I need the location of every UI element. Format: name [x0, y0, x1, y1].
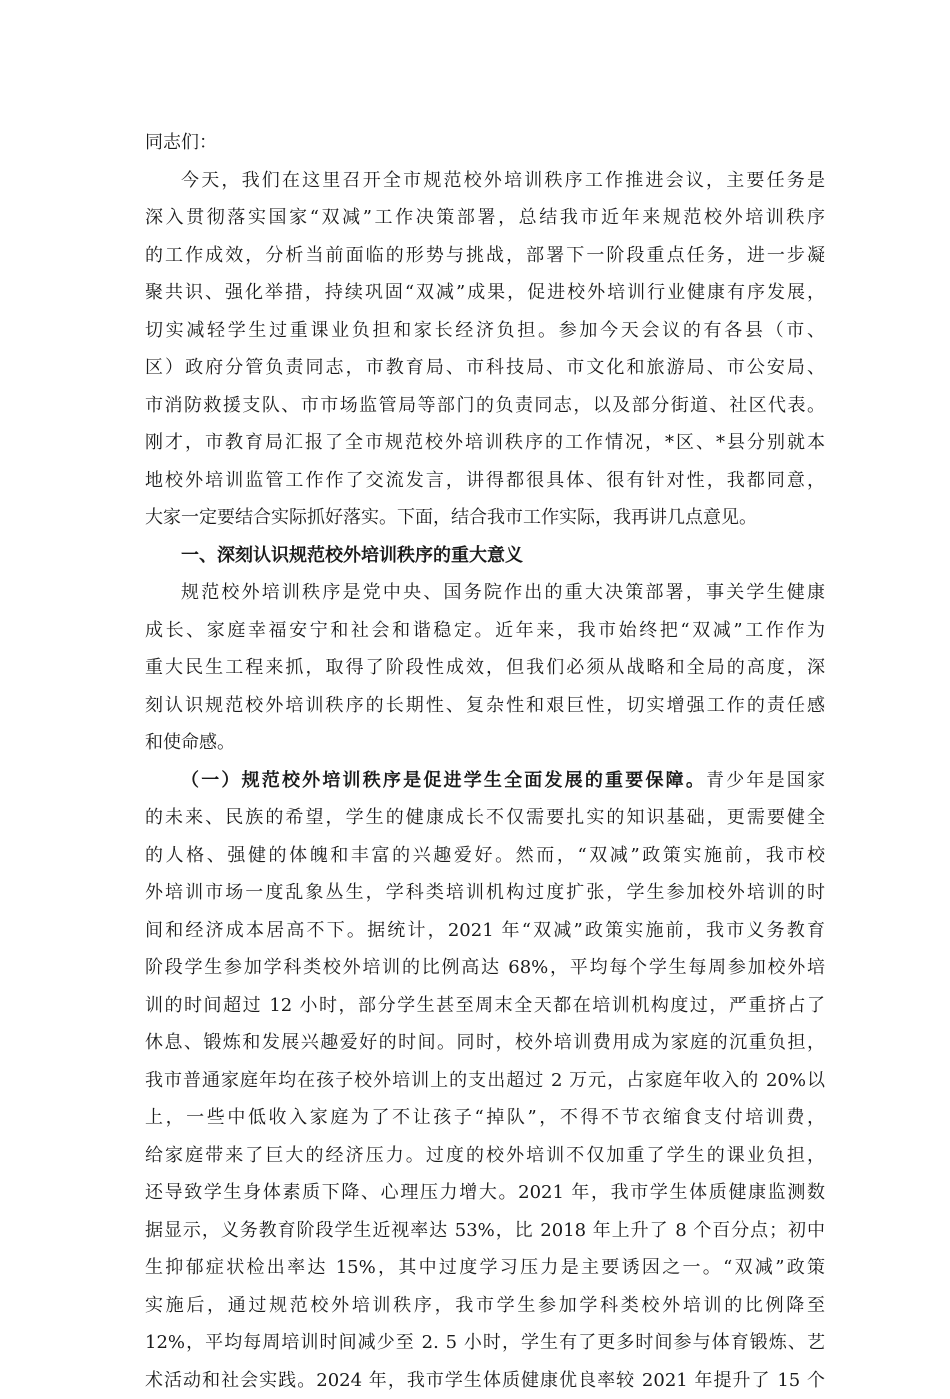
- paragraph-line: 给家庭带来了巨大的经济压力。过度的校外培训不仅加重了学生的课业负担，: [145, 1137, 825, 1175]
- subsection-title: （一）规范校外培训秩序是促进学生全面发展的重要保障。: [181, 770, 706, 791]
- salutation: 同志们：: [145, 124, 825, 162]
- paragraph-line: 训的时间超过 12 小时，部分学生甚至周末全天都在培训机构度过，严重挤占了: [145, 987, 825, 1025]
- paragraph-line: 的未来、民族的希望，学生的健康成长不仅需要扎实的知识基础，更需要健全: [145, 799, 825, 837]
- paragraph-line: 休息、锻炼和发展兴趣爱好的时间。同时，校外培训费用成为家庭的沉重负担，: [145, 1024, 825, 1062]
- document-page: [145, 124, 825, 1399]
- paragraph-line: 规范校外培训秩序是党中央、国务院作出的重大决策部署，事关学生健康: [145, 574, 825, 612]
- subsection-first-text: 青少年是国家: [706, 770, 825, 791]
- paragraph-line: 今天，我们在这里召开全市规范校外培训秩序工作推进会议，主要任务是: [145, 162, 825, 200]
- paragraph-line: 刚才，市教育局汇报了全市规范校外培训秩序的工作情况，*区、*县分别就本: [145, 424, 825, 462]
- paragraph-line: 和使命感。: [145, 724, 825, 762]
- paragraph-line: 区）政府分管负责同志，市教育局、市科技局、市文化和旅游局、市公安局、: [145, 349, 825, 387]
- paragraph-line: [145, 762, 825, 800]
- paragraph-line: 间和经济成本居高不下。据统计，2021 年“双减”政策实施前，我市义务教育: [145, 912, 825, 950]
- paragraph-subsection-1: [145, 762, 825, 1399]
- section-heading-1: 一、深刻认识规范校外培训秩序的重大意义: [145, 537, 825, 575]
- paragraph-line: 术活动和社会实践。2024 年，我市学生体质健康优良率较 2021 年提升了 15 个: [145, 1362, 825, 1399]
- paragraph-line: 还导致学生身体素质下降、心理压力增大。2021 年，我市学生体质健康监测数: [145, 1174, 825, 1212]
- paragraph-line: 重大民生工程来抓，取得了阶段性成效，但我们必须从战略和全局的高度，深: [145, 649, 825, 687]
- paragraph-line: 阶段学生参加学科类校外培训的比例高达 68%，平均每个学生每周参加校外培: [145, 949, 825, 987]
- paragraph-line: 外培训市场一度乱象丛生，学科类培训机构过度扩张，学生参加校外培训的时: [145, 874, 825, 912]
- paragraph-line: 的工作成效，分析当前面临的形势与挑战，部署下一阶段重点任务，进一步凝: [145, 237, 825, 275]
- paragraph-line: 上，一些中低收入家庭为了不让孩子“掉队”，不得不节衣缩食支付培训费，: [145, 1099, 825, 1137]
- paragraph-line: 切实减轻学生过重课业负担和家长经济负担。参加今天会议的有各县（市、: [145, 312, 825, 350]
- paragraph-line: 深入贯彻落实国家“双减”工作决策部署，总结我市近年来规范校外培训秩序: [145, 199, 825, 237]
- paragraph-line: 大家一定要结合实际抓好落实。下面，结合我市工作实际，我再讲几点意见。: [145, 499, 825, 537]
- paragraph-line: 聚共识、强化举措，持续巩固“双减”成果，促进校外培训行业健康有序发展，: [145, 274, 825, 312]
- paragraph-line: 实施后，通过规范校外培训秩序，我市学生参加学科类校外培训的比例降至: [145, 1287, 825, 1325]
- paragraph-line: 我市普通家庭年均在孩子校外培训上的支出超过 2 万元，占家庭年收入的 20%以: [145, 1062, 825, 1100]
- paragraph-line: 地校外培训监管工作作了交流发言，讲得都很具体、很有针对性，我都同意，: [145, 462, 825, 500]
- paragraph-line: 成长、家庭幸福安宁和社会和谐稳定。近年来，我市始终把“双减”工作作为: [145, 612, 825, 650]
- paragraph-significance: [145, 574, 825, 762]
- paragraph-intro: [145, 162, 825, 537]
- paragraph-line: 刻认识规范校外培训秩序的长期性、复杂性和艰巨性，切实增强工作的责任感: [145, 687, 825, 725]
- paragraph-line: 的人格、强健的体魄和丰富的兴趣爱好。然而，“双减”政策实施前，我市校: [145, 837, 825, 875]
- paragraph-line: 12%，平均每周培训时间减少至 2. 5 小时，学生有了更多时间参与体育锻炼、艺: [145, 1324, 825, 1362]
- paragraph-line: 据显示，义务教育阶段学生近视率达 53%，比 2018 年上升了 8 个百分点；初中: [145, 1212, 825, 1250]
- paragraph-line: 市消防救援支队、市市场监管局等部门的负责同志，以及部分街道、社区代表。: [145, 387, 825, 425]
- paragraph-line: 生抑郁症状检出率达 15%，其中过度学习压力是主要诱因之一。“双减”政策: [145, 1249, 825, 1287]
